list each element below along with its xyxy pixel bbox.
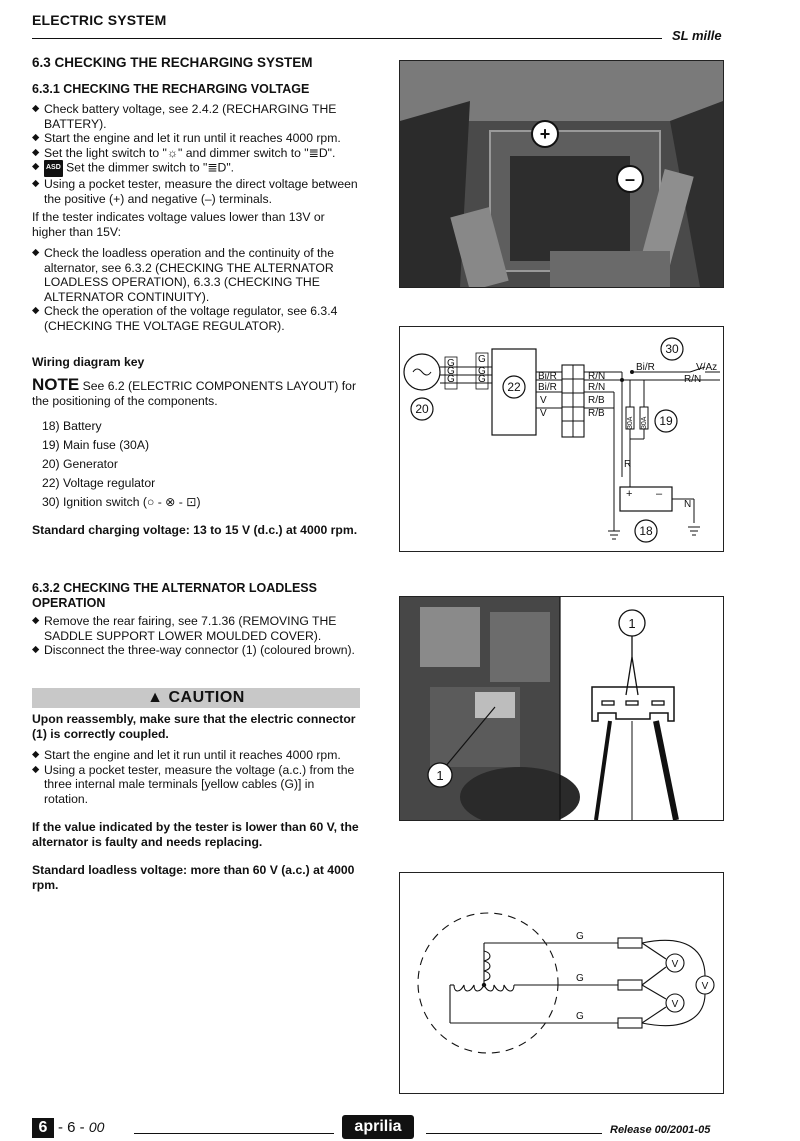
connector-figure-drawing [400, 597, 723, 820]
battery-photo [399, 60, 724, 288]
wire-label-rb-1: R/B [588, 395, 605, 406]
terminal-1 [618, 938, 642, 948]
wiring-diagram-drawing [400, 327, 723, 551]
sub2-bullet-2: ◆ Disconnect the three-way connector (1) (coloured brown). [32, 643, 360, 658]
connector-callout-detail: 1 [628, 616, 636, 631]
terminal-3 [618, 1018, 642, 1028]
battery-photo-drawing [400, 61, 723, 287]
terminal-2 [618, 980, 642, 990]
alt-wire-label-g-1: G [576, 931, 584, 942]
note-label: NOTE [32, 375, 80, 394]
wiring-key-title: Wiring diagram key [32, 355, 145, 369]
callout-30: 30 [665, 342, 679, 356]
aprilia-logo: aprilia [342, 1115, 414, 1139]
key-item-18: 18) Battery [42, 419, 102, 433]
voltmeter-1-label: V [671, 959, 679, 970]
standard-loadless-voltage: Standard loadless voltage: more than 60 V (a.c.) at 4000 rpm. [32, 863, 355, 892]
wire-label-bir-2: Bi/R [538, 382, 557, 393]
section-title: 6.3 CHECKING THE RECHARGING SYSTEM [32, 55, 313, 70]
wire-label-vaz: V/Az [696, 362, 718, 373]
wire-label-g-3: G [447, 374, 455, 385]
caution-label: CAUTION [168, 689, 245, 706]
footer-rule-right [426, 1133, 602, 1134]
note-text: See 6.2 (ELECTRIC COMPONENTS LAYOUT) for the positioning of the components. [32, 379, 356, 408]
alt-wire-label-g-2: G [576, 973, 584, 984]
wire-label-bir-3: Bi/R [636, 362, 655, 373]
alt-wire-label-g-3: G [576, 1011, 584, 1022]
wire-label-v-2: V [540, 408, 547, 419]
sub1-bullet-1: ◆ Check battery voltage, see 2.4.2 (RECHARGING THE BATTERY). [32, 102, 360, 131]
page-number-text: - 6 - [58, 1119, 85, 1136]
connector-detail [592, 610, 676, 820]
key-item-19: 19) Main fuse (30A) [42, 438, 150, 452]
page-year: 00 [88, 1119, 105, 1135]
alternator-outline [418, 913, 558, 1053]
sub1-bullet-list [32, 102, 360, 206]
wire-label-n: N [684, 499, 692, 510]
key-item-22: 22) Voltage regulator [42, 476, 156, 490]
callout-19: 19 [659, 414, 673, 428]
wire-label-g-2: G [447, 366, 455, 377]
sub1-bullet-5: ◆ Using a pocket tester, measure the direct voltage between the positive (+) and negative (–) terminals. [32, 177, 360, 206]
wire-label-rn-1: R/N [588, 371, 606, 382]
wire-label-g-6: G [478, 374, 486, 385]
wire-label-g-1: G [447, 358, 455, 369]
callout-20: 20 [415, 402, 429, 416]
key-item-30: 30) Ignition switch (○ - ⊗ - ⊡) [42, 495, 201, 509]
positive-terminal-label: + [539, 124, 551, 144]
note-block [32, 375, 360, 408]
sub1-bullet-4-text: Set the dimmer switch to "≣D". [66, 160, 235, 175]
negative-terminal-label: – [624, 169, 636, 189]
key-item-20: 20) Generator [42, 457, 118, 471]
sub2-bullet-1: ◆ Remove the rear fairing, see 7.1.36 (REMOVING THE SADDLE SUPPORT LOWER MOULDED COVER). [32, 614, 360, 643]
wire-label-g-5: G [478, 366, 486, 377]
sub2-bullet-list-2 [32, 748, 360, 806]
battery-minus-label: – [656, 488, 663, 500]
sub2-bullet2-1: ◆ Start the engine and let it run until it reaches 4000 rpm. [32, 748, 360, 763]
sub1-paragraph: If the tester indicates voltage values lower than 13V or higher than 15V: [32, 210, 325, 239]
warning-triangle-icon: ▲ [147, 689, 164, 706]
subsection-title-631: 6.3.1 CHECKING THE RECHARGING VOLTAGE [32, 82, 310, 96]
alternator-measurement-drawing [400, 873, 723, 1093]
callout-18: 18 [639, 524, 653, 538]
wire-label-bir-1: Bi/R [538, 371, 557, 382]
wire-label-rn-3: R/N [684, 374, 702, 385]
caution-text: Upon reassembly, make sure that the electric connector (1) is correctly coupled. [32, 712, 356, 741]
wiring-key-list [32, 417, 360, 512]
caution-banner [32, 688, 360, 708]
faulty-alternator-text: If the value indicated by the tester is lower than 60 V, the alternator is faulty and needs replacing. [32, 820, 359, 849]
wire-label-rb-2: R/B [588, 408, 605, 419]
wire-label-v-1: V [540, 395, 547, 406]
sub1-bullet-4 [32, 160, 360, 177]
fuse-label-1: 30A [627, 416, 634, 429]
header-rule [32, 38, 662, 39]
wiring-diagram [399, 326, 724, 552]
battery-plus-label: + [626, 488, 633, 500]
header-model: SL mille [672, 28, 722, 43]
sub2-bullet-list [32, 614, 360, 658]
alternator-measurement-diagram [399, 872, 724, 1094]
chapter-badge: 6 [32, 1118, 54, 1138]
wire-label-r: R [624, 459, 632, 470]
subsection-title-632: 6.3.2 CHECKING THE ALTERNATOR LOADLESS OPERATION [32, 581, 317, 610]
sub1-bullet2-1: ◆ Check the loadless operation and the continuity of the alternator, see 6.3.2 (CHECKING THE ALTERNATOR LOADLESS OPERATION), 6.3.3 (CHECKING THE ALTERNATOR CONTINUITY). [32, 246, 360, 304]
callout-22: 22 [507, 380, 521, 394]
asd-badge: ASD [44, 160, 63, 177]
connector-callout-photo: 1 [436, 768, 444, 783]
sub2-bullet2-2: ◆ Using a pocket tester, measure the voltage (a.c.) from the three internal male terminals [yellow cables (G)] in rotation. [32, 763, 360, 807]
sub1-bullet-list-2 [32, 246, 360, 334]
release-info: Release 00/2001-05 [610, 1124, 711, 1136]
sub1-bullet2-2: ◆ Check the operation of the voltage regulator, see 6.3.4 (CHECKING THE VOLTAGE REGULATOR). [32, 304, 360, 333]
sub1-bullet-2: ◆ Start the engine and let it run until it reaches 4000 rpm. [32, 131, 360, 146]
sub1-bullet-3: ◆ Set the light switch to "☼" and dimmer switch to "≣D". [32, 146, 360, 161]
header-section-title: ELECTRIC SYSTEM [32, 12, 167, 28]
fuse-label-2: 30A [641, 416, 648, 429]
voltmeter-3-label: V [701, 981, 709, 992]
standard-charging-voltage: Standard charging voltage: 13 to 15 V (d.c.) at 4000 rpm. [32, 523, 358, 537]
voltmeter-2-label: V [671, 999, 679, 1010]
wire-label-g-4: G [478, 354, 486, 365]
page-number [58, 1119, 104, 1136]
footer-rule-left [134, 1133, 334, 1134]
wire-label-rn-2: R/N [588, 382, 606, 393]
connector-figure [399, 596, 724, 821]
